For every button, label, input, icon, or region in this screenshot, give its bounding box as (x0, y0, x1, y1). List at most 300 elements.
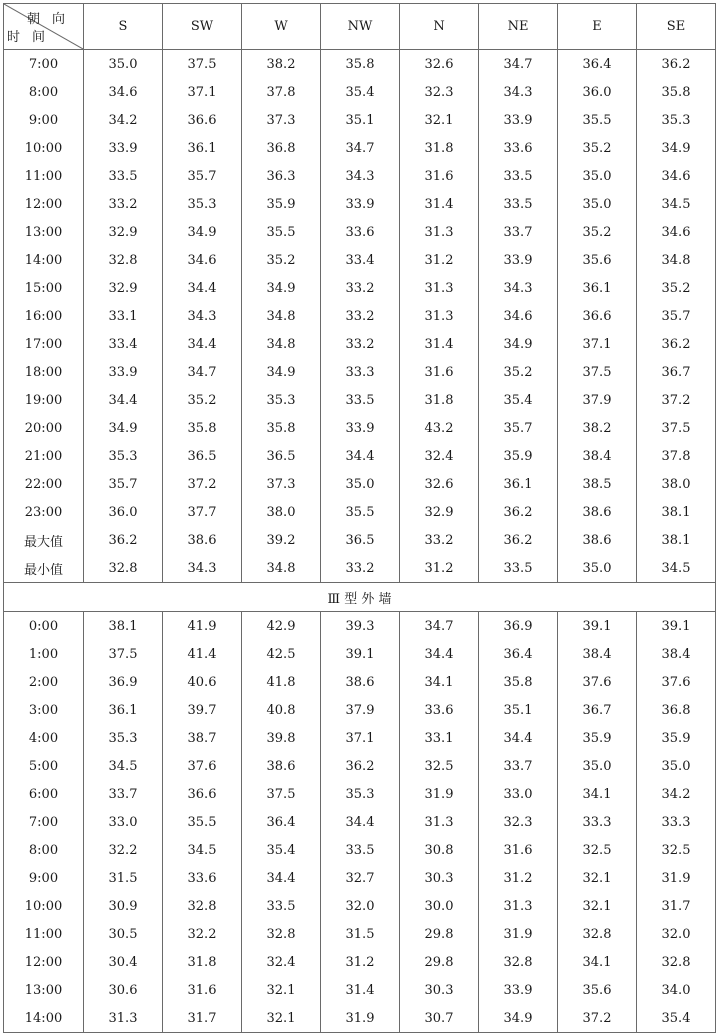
value-cell: 37.1 (558, 330, 637, 358)
time-cell: 23:00 (4, 498, 84, 526)
section-title-row (4, 583, 716, 612)
value-cell: 35.1 (321, 106, 400, 134)
value-cell: 35.0 (558, 554, 637, 583)
value-cell: 42.9 (242, 612, 321, 641)
value-cell: 33.7 (479, 752, 558, 780)
value-cell: 34.9 (163, 218, 242, 246)
value-cell: 31.4 (400, 190, 479, 218)
value-cell: 34.6 (163, 246, 242, 274)
value-cell: 30.3 (400, 976, 479, 1004)
table-row (4, 134, 716, 162)
column-header-se: SE (637, 4, 716, 50)
value-cell: 32.1 (558, 892, 637, 920)
value-cell: 32.6 (400, 470, 479, 498)
time-cell: 10:00 (4, 892, 84, 920)
value-cell: 32.9 (84, 218, 163, 246)
value-cell: 35.0 (558, 190, 637, 218)
time-cell: 18:00 (4, 358, 84, 386)
value-cell: 35.3 (637, 106, 716, 134)
value-cell: 31.9 (637, 864, 716, 892)
value-cell: 36.9 (84, 668, 163, 696)
value-cell: 37.6 (558, 668, 637, 696)
value-cell: 35.9 (558, 724, 637, 752)
table-row (4, 218, 716, 246)
value-cell: 31.6 (400, 162, 479, 190)
value-cell: 31.2 (479, 864, 558, 892)
value-cell: 37.3 (242, 106, 321, 134)
value-cell: 34.4 (163, 274, 242, 302)
value-cell: 31.9 (321, 1004, 400, 1033)
value-cell: 35.9 (479, 442, 558, 470)
value-cell: 37.2 (163, 470, 242, 498)
value-cell: 34.9 (84, 414, 163, 442)
value-cell: 33.0 (479, 780, 558, 808)
value-cell: 35.4 (242, 836, 321, 864)
value-cell: 31.8 (400, 134, 479, 162)
value-cell: 33.6 (163, 864, 242, 892)
value-cell: 32.1 (558, 864, 637, 892)
value-cell: 32.8 (242, 920, 321, 948)
value-cell: 36.3 (242, 162, 321, 190)
value-cell: 37.8 (242, 78, 321, 106)
value-cell: 34.9 (479, 1004, 558, 1033)
value-cell: 38.2 (242, 50, 321, 79)
value-cell: 38.4 (558, 442, 637, 470)
value-cell: 32.2 (84, 836, 163, 864)
value-cell: 33.4 (321, 246, 400, 274)
column-header-s: S (84, 4, 163, 50)
value-cell: 39.1 (558, 612, 637, 641)
table-row (4, 696, 716, 724)
table-row (4, 864, 716, 892)
value-cell: 34.9 (242, 274, 321, 302)
time-cell: 13:00 (4, 976, 84, 1004)
value-cell: 34.9 (479, 330, 558, 358)
value-cell: 35.7 (637, 302, 716, 330)
value-cell: 35.8 (242, 414, 321, 442)
value-cell: 31.3 (479, 892, 558, 920)
value-cell: 32.8 (479, 948, 558, 976)
value-cell: 34.0 (637, 976, 716, 1004)
value-cell: 36.4 (558, 50, 637, 79)
value-cell: 31.4 (400, 330, 479, 358)
value-cell: 31.3 (400, 274, 479, 302)
value-cell: 33.9 (479, 106, 558, 134)
value-cell: 34.6 (637, 218, 716, 246)
value-cell: 35.0 (558, 752, 637, 780)
value-cell: 37.2 (637, 386, 716, 414)
value-cell: 35.0 (321, 470, 400, 498)
time-cell: 12:00 (4, 948, 84, 976)
temperature-table (3, 3, 716, 1033)
time-cell: 5:00 (4, 752, 84, 780)
value-cell: 33.6 (400, 696, 479, 724)
section-2-body (4, 612, 716, 1033)
value-cell: 36.1 (84, 696, 163, 724)
value-cell: 36.5 (242, 442, 321, 470)
value-cell: 31.6 (163, 976, 242, 1004)
value-cell: 36.6 (163, 106, 242, 134)
value-cell: 31.7 (163, 1004, 242, 1033)
section-2-title-body (4, 583, 716, 612)
value-cell: 37.1 (163, 78, 242, 106)
value-cell: 32.2 (163, 920, 242, 948)
value-cell: 36.2 (637, 330, 716, 358)
value-cell: 38.1 (637, 526, 716, 554)
value-cell: 36.9 (479, 612, 558, 641)
value-cell: 33.7 (479, 218, 558, 246)
value-cell: 31.2 (400, 554, 479, 583)
value-cell: 39.7 (163, 696, 242, 724)
time-cell: 0:00 (4, 612, 84, 641)
value-cell: 29.8 (400, 920, 479, 948)
value-cell: 34.7 (321, 134, 400, 162)
value-cell: 36.5 (321, 526, 400, 554)
value-cell: 36.4 (479, 640, 558, 668)
value-cell: 30.0 (400, 892, 479, 920)
value-cell: 38.6 (242, 752, 321, 780)
orientation-label: 朝向 (26, 12, 77, 27)
value-cell: 36.2 (321, 752, 400, 780)
value-cell: 32.5 (558, 836, 637, 864)
value-cell: 35.7 (84, 470, 163, 498)
value-cell: 33.2 (321, 274, 400, 302)
table-row (4, 724, 716, 752)
value-cell: 36.0 (84, 498, 163, 526)
value-cell: 34.6 (84, 78, 163, 106)
value-cell: 36.7 (637, 358, 716, 386)
value-cell: 31.6 (479, 836, 558, 864)
value-cell: 33.5 (479, 162, 558, 190)
value-cell: 31.3 (400, 302, 479, 330)
value-cell: 34.3 (479, 274, 558, 302)
table-row (4, 526, 716, 554)
value-cell: 37.5 (163, 50, 242, 79)
value-cell: 34.4 (163, 330, 242, 358)
value-cell: 33.1 (400, 724, 479, 752)
value-cell: 38.1 (84, 612, 163, 641)
table-row (4, 470, 716, 498)
value-cell: 39.3 (321, 612, 400, 641)
column-header-e: E (558, 4, 637, 50)
value-cell: 34.5 (84, 752, 163, 780)
value-cell: 36.8 (637, 696, 716, 724)
value-cell: 33.7 (84, 780, 163, 808)
table-row (4, 612, 716, 641)
value-cell: 32.1 (242, 1004, 321, 1033)
value-cell: 31.8 (400, 386, 479, 414)
value-cell: 37.5 (558, 358, 637, 386)
value-cell: 32.0 (321, 892, 400, 920)
table-row (4, 892, 716, 920)
table-row (4, 414, 716, 442)
value-cell: 34.9 (242, 358, 321, 386)
value-cell: 38.6 (558, 526, 637, 554)
value-cell: 34.1 (400, 668, 479, 696)
table-row (4, 808, 716, 836)
value-cell: 38.1 (637, 498, 716, 526)
value-cell: 37.2 (558, 1004, 637, 1033)
value-cell: 31.2 (400, 246, 479, 274)
value-cell: 35.2 (242, 246, 321, 274)
value-cell: 42.5 (242, 640, 321, 668)
value-cell: 35.1 (479, 696, 558, 724)
value-cell: 36.4 (242, 808, 321, 836)
value-cell: 31.8 (163, 948, 242, 976)
value-cell: 38.4 (637, 640, 716, 668)
value-cell: 38.6 (321, 668, 400, 696)
value-cell: 32.4 (242, 948, 321, 976)
time-cell: 1:00 (4, 640, 84, 668)
value-cell: 31.9 (479, 920, 558, 948)
value-cell: 36.1 (558, 274, 637, 302)
table-row (4, 386, 716, 414)
value-cell: 36.6 (558, 302, 637, 330)
value-cell: 38.5 (558, 470, 637, 498)
time-label: 时间 (7, 30, 58, 45)
value-cell: 33.9 (321, 414, 400, 442)
value-cell: 30.5 (84, 920, 163, 948)
value-cell: 33.2 (321, 554, 400, 583)
value-cell: 35.7 (479, 414, 558, 442)
value-cell: 35.5 (163, 808, 242, 836)
value-cell: 35.9 (637, 724, 716, 752)
value-cell: 32.8 (84, 246, 163, 274)
value-cell: 33.5 (479, 190, 558, 218)
column-header-ne: NE (479, 4, 558, 50)
value-cell: 34.8 (242, 554, 321, 583)
value-cell: 33.3 (558, 808, 637, 836)
value-cell: 34.3 (479, 78, 558, 106)
section-1-body (4, 50, 716, 583)
value-cell: 33.2 (400, 526, 479, 554)
column-header-sw: SW (163, 4, 242, 50)
value-cell: 38.7 (163, 724, 242, 752)
value-cell: 34.1 (558, 948, 637, 976)
value-cell: 34.4 (242, 864, 321, 892)
table-row (4, 554, 716, 583)
value-cell: 35.2 (479, 358, 558, 386)
value-cell: 33.5 (84, 162, 163, 190)
value-cell: 33.2 (321, 302, 400, 330)
value-cell: 31.5 (321, 920, 400, 948)
value-cell: 34.3 (321, 162, 400, 190)
value-cell: 35.4 (321, 78, 400, 106)
value-cell: 33.3 (321, 358, 400, 386)
value-cell: 33.9 (479, 976, 558, 1004)
value-cell: 32.3 (479, 808, 558, 836)
value-cell: 31.3 (400, 808, 479, 836)
value-cell: 34.2 (637, 780, 716, 808)
time-cell: 16:00 (4, 302, 84, 330)
value-cell: 31.3 (84, 1004, 163, 1033)
time-cell: 最小值 (4, 554, 84, 583)
table-row (4, 246, 716, 274)
value-cell: 35.2 (558, 134, 637, 162)
value-cell: 35.8 (321, 50, 400, 79)
value-cell: 32.4 (400, 442, 479, 470)
time-cell: 14:00 (4, 1004, 84, 1033)
value-cell: 33.0 (84, 808, 163, 836)
value-cell: 32.8 (84, 554, 163, 583)
value-cell: 37.5 (84, 640, 163, 668)
table-row (4, 976, 716, 1004)
time-cell: 13:00 (4, 218, 84, 246)
value-cell: 36.8 (242, 134, 321, 162)
value-cell: 37.6 (163, 752, 242, 780)
time-cell: 11:00 (4, 920, 84, 948)
value-cell: 33.4 (84, 330, 163, 358)
value-cell: 35.2 (558, 218, 637, 246)
value-cell: 34.7 (479, 50, 558, 79)
table-row (4, 752, 716, 780)
value-cell: 41.4 (163, 640, 242, 668)
value-cell: 37.3 (242, 470, 321, 498)
time-cell: 最大值 (4, 526, 84, 554)
value-cell: 34.9 (637, 134, 716, 162)
value-cell: 32.0 (637, 920, 716, 948)
value-cell: 32.7 (321, 864, 400, 892)
table-row (4, 780, 716, 808)
value-cell: 35.3 (242, 386, 321, 414)
value-cell: 37.5 (242, 780, 321, 808)
table-row (4, 920, 716, 948)
value-cell: 35.3 (163, 190, 242, 218)
value-cell: 38.6 (163, 526, 242, 554)
value-cell: 29.8 (400, 948, 479, 976)
value-cell: 36.2 (479, 498, 558, 526)
value-cell: 36.1 (479, 470, 558, 498)
value-cell: 32.5 (400, 752, 479, 780)
value-cell: 37.8 (637, 442, 716, 470)
value-cell: 34.4 (400, 640, 479, 668)
value-cell: 33.2 (84, 190, 163, 218)
value-cell: 32.5 (637, 836, 716, 864)
value-cell: 38.2 (558, 414, 637, 442)
value-cell: 31.2 (321, 948, 400, 976)
value-cell: 35.0 (84, 50, 163, 79)
value-cell: 31.5 (84, 864, 163, 892)
value-cell: 32.8 (637, 948, 716, 976)
value-cell: 34.3 (163, 554, 242, 583)
value-cell: 31.9 (400, 780, 479, 808)
value-cell: 32.1 (242, 976, 321, 1004)
value-cell: 35.8 (479, 668, 558, 696)
time-cell: 15:00 (4, 274, 84, 302)
column-header-n: N (400, 4, 479, 50)
table-row (4, 106, 716, 134)
value-cell: 36.0 (558, 78, 637, 106)
value-cell: 37.9 (321, 696, 400, 724)
table-row (4, 330, 716, 358)
value-cell: 33.2 (321, 330, 400, 358)
value-cell: 38.6 (558, 498, 637, 526)
value-cell: 34.8 (242, 330, 321, 358)
value-cell: 32.6 (400, 50, 479, 79)
value-cell: 33.5 (479, 554, 558, 583)
value-cell: 33.9 (321, 190, 400, 218)
value-cell: 35.0 (637, 752, 716, 780)
value-cell: 35.5 (242, 218, 321, 246)
column-header-w: W (242, 4, 321, 50)
value-cell: 38.0 (637, 470, 716, 498)
value-cell: 40.8 (242, 696, 321, 724)
time-cell: 12:00 (4, 190, 84, 218)
value-cell: 35.9 (242, 190, 321, 218)
value-cell: 38.0 (242, 498, 321, 526)
value-cell: 30.3 (400, 864, 479, 892)
table-row (4, 274, 716, 302)
table-row (4, 302, 716, 330)
value-cell: 34.4 (84, 386, 163, 414)
value-cell: 34.5 (637, 554, 716, 583)
value-cell: 35.8 (637, 78, 716, 106)
value-cell: 33.9 (84, 134, 163, 162)
value-cell: 37.6 (637, 668, 716, 696)
value-cell: 36.2 (479, 526, 558, 554)
corner-header-cell (4, 4, 84, 50)
value-cell: 36.7 (558, 696, 637, 724)
section-title (4, 583, 716, 612)
header-row (4, 4, 716, 50)
value-cell: 34.1 (558, 780, 637, 808)
table-row (4, 190, 716, 218)
value-cell: 34.8 (242, 302, 321, 330)
value-cell: 34.7 (163, 358, 242, 386)
table-row (4, 948, 716, 976)
value-cell: 33.6 (321, 218, 400, 246)
value-cell: 34.2 (84, 106, 163, 134)
value-cell: 34.5 (637, 190, 716, 218)
value-cell: 35.6 (558, 976, 637, 1004)
table-row (4, 1004, 716, 1033)
value-cell: 33.9 (479, 246, 558, 274)
value-cell: 32.8 (163, 892, 242, 920)
value-cell: 35.3 (321, 780, 400, 808)
value-cell: 30.8 (400, 836, 479, 864)
value-cell: 30.4 (84, 948, 163, 976)
value-cell: 35.7 (163, 162, 242, 190)
section-title-text: Ⅲ 型 外 墙 (327, 591, 392, 607)
time-cell: 4:00 (4, 724, 84, 752)
value-cell: 34.4 (479, 724, 558, 752)
time-cell: 20:00 (4, 414, 84, 442)
value-cell: 34.4 (321, 442, 400, 470)
value-cell: 37.9 (558, 386, 637, 414)
value-cell: 33.1 (84, 302, 163, 330)
table-row (4, 358, 716, 386)
value-cell: 32.9 (84, 274, 163, 302)
time-cell: 2:00 (4, 668, 84, 696)
value-cell: 32.8 (558, 920, 637, 948)
column-header-nw: NW (321, 4, 400, 50)
value-cell: 39.1 (637, 612, 716, 641)
value-cell: 37.1 (321, 724, 400, 752)
table-row (4, 640, 716, 668)
value-cell: 35.2 (637, 274, 716, 302)
time-cell: 8:00 (4, 78, 84, 106)
value-cell: 31.6 (400, 358, 479, 386)
table-row (4, 162, 716, 190)
value-cell: 35.6 (558, 246, 637, 274)
value-cell: 31.4 (321, 976, 400, 1004)
value-cell: 33.5 (321, 836, 400, 864)
value-cell: 35.4 (479, 386, 558, 414)
value-cell: 33.5 (321, 386, 400, 414)
value-cell: 35.4 (637, 1004, 716, 1033)
value-cell: 30.9 (84, 892, 163, 920)
time-cell: 7:00 (4, 808, 84, 836)
